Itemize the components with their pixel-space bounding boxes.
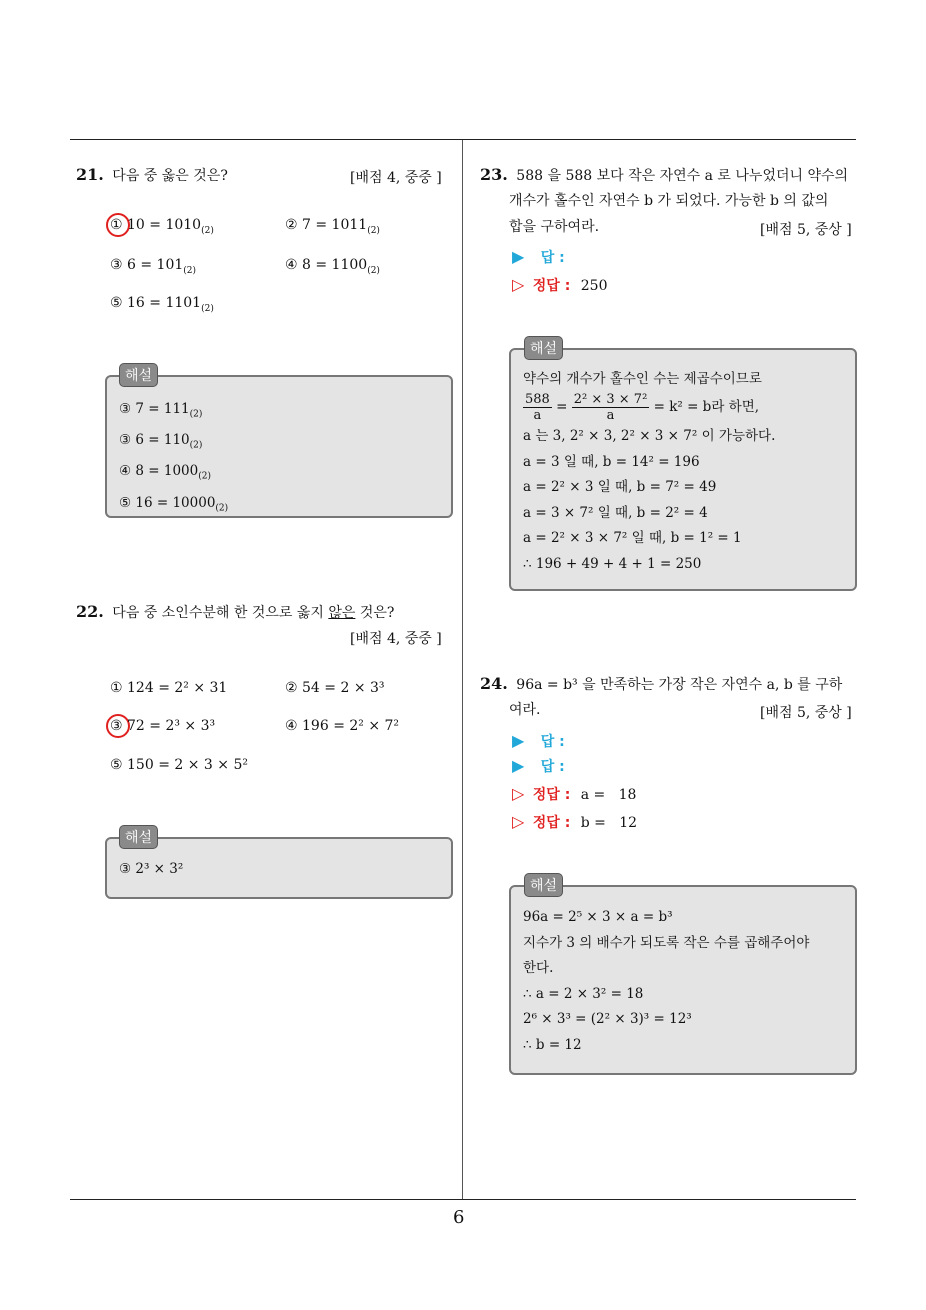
answer-label: 답 :	[540, 734, 565, 750]
q21-explanation-box	[105, 375, 453, 518]
explanation-line: 한다.	[523, 960, 554, 976]
choice-mark: ②	[285, 680, 298, 696]
choice-sub: (2)	[367, 265, 380, 276]
correct-label: 정답 :	[532, 787, 571, 803]
choice-mark: ④	[285, 257, 298, 273]
q21-choice-2[interactable]	[285, 217, 380, 236]
q24-explanation-box	[509, 885, 857, 1075]
choice-text: 7 = 1011	[302, 217, 368, 233]
q24-answer-row-1[interactable]	[512, 731, 565, 751]
q23-text-line-3: 합을 구하여라.	[509, 219, 600, 235]
choice-mark: ⑤	[110, 295, 123, 311]
q23-text-line-2: 개수가 홀수인 자연수 b 가 되었다. 가능한 b 의 값의	[509, 193, 829, 209]
q22-text-b: 것은?	[355, 605, 395, 621]
q22-text-underlined: 않은	[328, 605, 356, 621]
choice-sub: (2)	[201, 225, 214, 236]
choice-mark: ⑤	[110, 757, 123, 773]
explanation-line: ⑤ $16 = 10000_{(2)}$	[119, 494, 229, 514]
play-icon: ▶	[512, 247, 525, 266]
fraction-tail: = k² = b라 하면,	[653, 399, 760, 415]
outline-triangle-icon: ▷	[512, 275, 525, 294]
q24-meta: [배점 5, 중상 ]	[760, 705, 852, 721]
explanation-line: a 는 3, 2² × 3, 2² × 3 × 7² 이 가능하다.	[523, 428, 776, 444]
explanation-line: ③ 2³ × 3²	[119, 861, 184, 877]
q22-header	[76, 602, 394, 622]
explanation-line: a = 3 일 때, b = 14² = 196	[523, 453, 700, 470]
q21-text: 다음 중 옳은 것은?	[112, 168, 228, 184]
q21-choice-3[interactable]	[110, 257, 196, 276]
q21-choice-1[interactable]	[110, 217, 214, 236]
fraction: $\frac{588}{a}$	[525, 392, 550, 423]
q23-text-line-1: 588 을 588 보다 작은 자연수 a 로 나누었더니 약수의	[516, 168, 849, 184]
outline-triangle-icon: ▷	[512, 812, 525, 831]
page-number: 6	[453, 1207, 465, 1228]
q21-explanation-badge: 해설	[119, 363, 158, 387]
q22-choice-4[interactable]	[285, 718, 399, 734]
play-icon: ▶	[512, 731, 525, 750]
choice-text: 150 = 2 × 3 × 5²	[127, 757, 248, 773]
explanation-line: ③ $6 = 110_{(2)}$	[119, 432, 203, 451]
explanation-line: a = 2² × 3 × 7² 일 때, b = 1² = 1	[523, 530, 742, 546]
q22-choice-3[interactable]	[110, 718, 215, 734]
correct-value: 250	[580, 278, 608, 294]
q24-text-line-1: 96a = b³ 을 만족하는 가장 작은 자연수 a, b 를 구하	[516, 677, 843, 693]
top-rule	[70, 139, 856, 140]
choice-text: 10 = 1010	[127, 217, 202, 233]
correct-label: 정답 :	[532, 815, 571, 831]
q21-header	[76, 165, 228, 185]
column-divider	[462, 140, 463, 1200]
choice-text: 196 = 2² × 7²	[302, 718, 400, 734]
q23-answer-row[interactable]	[512, 247, 565, 267]
choice-text: 54 = 2 × 3³	[302, 680, 385, 696]
choice-text: 124 = 2² × 31	[127, 680, 228, 696]
play-icon: ▶	[512, 756, 525, 775]
q23-meta: [배점 5, 중상 ]	[760, 222, 852, 238]
q21-number: 21.	[76, 165, 104, 184]
choice-sub: (2)	[183, 265, 197, 276]
q24-correct-row-1	[512, 784, 636, 804]
q24-answer-row-2[interactable]	[512, 756, 565, 776]
correct-label: 정답 :	[532, 278, 571, 294]
q22-choice-5[interactable]	[110, 757, 248, 773]
explanation-line: 지수가 3 의 배수가 되도록 작은 수를 곱해주어야	[523, 934, 810, 951]
choice-text: 72 = 2³ × 3³	[127, 718, 216, 734]
q21-meta: [배점 4, 중중 ]	[350, 170, 442, 186]
explanation-line: 96a = 2⁵ × 3 × a = b³	[523, 909, 673, 925]
choice-text: 6 = 101	[127, 257, 184, 273]
q22-choice-1[interactable]	[110, 680, 227, 696]
q24-header	[480, 674, 842, 694]
q22-choice-2[interactable]	[285, 680, 385, 696]
explanation-line: ③ $7 = 111_{(2)}$	[119, 401, 203, 420]
explanation-line: ④ $8 = 1000_{(2)}$	[119, 463, 211, 483]
choice-mark: ③	[110, 257, 123, 273]
q21-choice-5[interactable]	[110, 295, 214, 314]
choice-text: 16 = 1101	[127, 295, 202, 311]
q24-number: 24.	[480, 674, 508, 693]
choice-mark: ①	[110, 217, 123, 233]
choice-mark: ③	[110, 718, 123, 734]
outline-triangle-icon: ▷	[512, 784, 525, 803]
q24-correct-row-2	[512, 812, 637, 832]
choice-mark: ④	[285, 718, 298, 734]
correct-value: b = 12	[580, 815, 638, 831]
explanation-line: 약수의 개수가 홀수인 수는 제곱수이므로	[523, 371, 762, 387]
fraction: $\frac{\text{2² × 3 × 7²}}{a}$	[573, 392, 648, 423]
fraction-line: $\frac{588}{a}$ = $\frac{\text{2² × 3 × 7²}}{a}$ = k² = b라 하면,	[525, 392, 760, 423]
bottom-rule	[70, 1199, 856, 1200]
q24-explanation-badge: 해설	[524, 873, 563, 897]
choice-text: 8 = 1100	[302, 257, 368, 273]
choice-sub: (2)	[367, 225, 380, 236]
answer-label: 답 :	[540, 759, 565, 775]
q21-choice-4[interactable]	[285, 257, 380, 276]
q23-explanation-badge: 해설	[524, 336, 563, 360]
choice-mark: ①	[110, 680, 123, 696]
choice-mark: ②	[285, 217, 298, 233]
choice-sub: (2)	[201, 303, 214, 314]
answer-label: 답 :	[540, 250, 565, 266]
q23-correct-row	[512, 275, 607, 295]
q23-number: 23.	[480, 165, 508, 184]
q22-number: 22.	[76, 602, 104, 621]
q23-header	[480, 165, 848, 185]
q22-text-a: 다음 중 소인수분해 한 것으로 옳지	[112, 605, 329, 621]
explanation-line: a = 2² × 3 일 때, b = 7² = 49	[523, 479, 717, 495]
explanation-line: ∴ 196 + 49 + 4 + 1 = 250	[523, 555, 702, 572]
q22-explanation-badge: 해설	[119, 825, 158, 849]
explanation-line: ∴ a = 2 × 3² = 18	[523, 985, 644, 1002]
q24-text-line-2: 여라.	[509, 702, 541, 718]
q22-meta: [배점 4, 중중 ]	[350, 631, 442, 647]
explanation-line: a = 3 × 7² 일 때, b = 2² = 4	[523, 504, 708, 521]
explanation-line: ∴ b = 12	[523, 1036, 582, 1053]
correct-value: a = 18	[580, 787, 637, 803]
q23-explanation-box	[509, 348, 857, 591]
explanation-line: 2⁶ × 3³ = (2² × 3)³ = 12³	[523, 1011, 692, 1027]
